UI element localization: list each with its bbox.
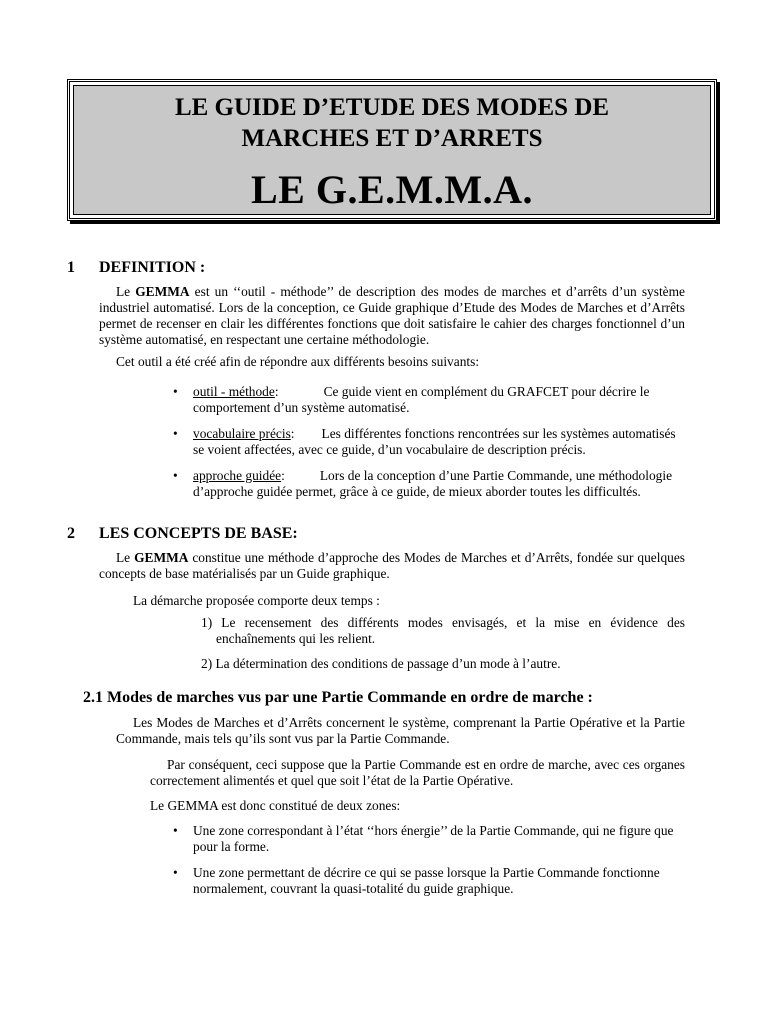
- bullet-term: outil - méthode: [193, 384, 275, 399]
- section-2-step-2: 2) La détermination des conditions de passage d’un mode à l’autre.: [201, 656, 561, 671]
- bullet-dot: •: [173, 384, 178, 399]
- bullet-term: vocabulaire précis: [193, 426, 291, 441]
- bullet-text: Ce guide vient en complément du GRAFCET pour décrire le: [323, 384, 650, 399]
- bullet-dot: •: [173, 468, 178, 483]
- section-2-1-paragraph-3-wrap: [150, 798, 685, 814]
- bullet-text: Une zone permettant de décrire ce qui se passe lorsque la Partie Commande fonctionne normalement, couvrant la quasi-totalité du guide graphique.: [193, 865, 660, 896]
- bullet-text: Lors de la conception d’une Partie Commande, une méthodologie: [319, 468, 673, 483]
- section-1-number: 1: [67, 259, 75, 276]
- section-2-paragraph-2: La démarche proposée comporte deux temps :: [133, 593, 380, 608]
- bullet-text: Une zone correspondant à l’état ‘‘hors énergie’’ de la Partie Commande, qui ne figure que pour la forme.: [193, 823, 674, 854]
- section-2-1-paragraph-1: Les Modes de Marches et d’Arrêts concernent le système, comprenant la Partie Opérative et la Partie Commande, mais tels qu’ils sont vus par la Partie Commande.: [116, 715, 685, 746]
- section-2-1-paragraph-3: Le GEMMA est donc constitué de deux zones:: [150, 798, 401, 813]
- bullet-cont: d’approche guidée permet, grâce à ce guide, de mieux aborder toutes les difficultés.: [193, 484, 641, 499]
- title-line-1: LE GUIDE D’ETUDE DES MODES DE: [174, 94, 610, 121]
- title-main: LE G.E.M.M.A.: [250, 167, 534, 212]
- bullet-text: Les différentes fonctions rencontrées sur les systèmes automatisés: [321, 426, 676, 441]
- section-2-1-paragraph-2: Par conséquent, ceci suppose que la Partie Commande est en ordre de marche, avec ces organes correctement alimentés et quel que soit l’état de la Partie Opérative.: [150, 757, 685, 788]
- section-2-body: [99, 550, 685, 582]
- section-2-heading: [67, 525, 667, 545]
- bullet-dot: •: [173, 823, 178, 838]
- section-2-number: 2: [67, 525, 75, 542]
- section-2-step-1: 1) Le recensement des différents modes envisagés, et la mise en évidence des enchaînements qui les relient.: [201, 615, 685, 646]
- section-2-paragraph-1: Le GEMMA constitue une méthode d’approche des Modes de Marches et d’Arrêts, fondée sur quelques concepts de base matérialisés par un Guide graphique.: [99, 550, 685, 581]
- section-1-paragraph-2: Cet outil a été créé afin de répondre aux différents besoins suivants:: [116, 354, 480, 369]
- bullet-cont: se voient affectées, avec ce guide, d’un vocabulaire de description précis.: [193, 442, 586, 457]
- section-2-1-heading: 2.1 Modes de marches vus par une Partie Commande en ordre de marche :: [83, 689, 593, 706]
- bullet-dot: •: [173, 426, 178, 441]
- section-2-1-paragraph-1-wrap: [116, 715, 685, 747]
- bullet-term: approche guidée: [193, 468, 282, 483]
- title-line-2: MARCHES ET D’ARRETS: [241, 125, 543, 152]
- section-2-title: LES CONCEPTS DE BASE:: [99, 525, 298, 542]
- title-box-inner: [73, 85, 711, 215]
- bullet-dot: •: [173, 865, 178, 880]
- bullet-cont: comportement d’un système automatisé.: [193, 400, 410, 415]
- section-2-paragraph-2-wrap: [133, 593, 685, 609]
- section-2-1-paragraph-2-wrap: [150, 757, 685, 789]
- section-1-paragraph-1: Le GEMMA est un ‘‘outil - méthode’’ de description des modes de marches et d’arrêts d’un système industriel automatisé. Lors de la conception, ce Guide graphique d’Etude des Modes de Marches et d’Arrêts permet de recenser en clair les différentes fonctions que doit satisfaire le cahier des charges fonctionnel d’un système automatisé, en respectant une certaine méthodologie.: [99, 284, 685, 347]
- title-box: [67, 79, 717, 221]
- section-2-step-2-wrap: [201, 656, 685, 672]
- section-2-step-1-wrap: [201, 615, 685, 647]
- section-1-heading: [67, 259, 667, 279]
- section-1-title: DEFINITION :: [99, 259, 206, 276]
- section-1-body: [99, 284, 685, 370]
